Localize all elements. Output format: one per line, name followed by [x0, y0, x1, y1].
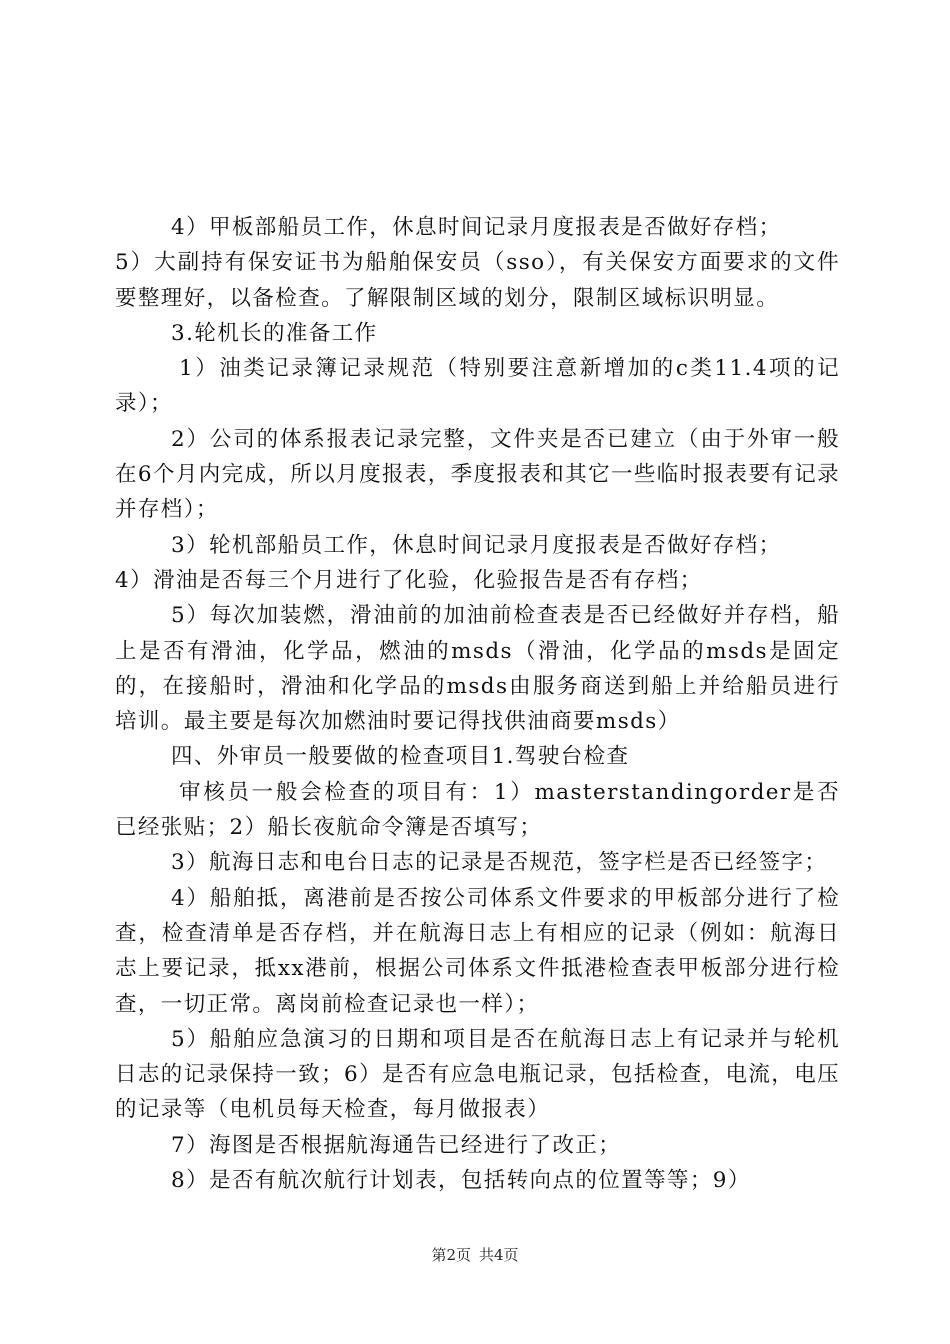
- paragraph-chief-officer-security: 5）大副持有保安证书为船舶保安员（sso），有关保安方面要求的文件要整理好，以备检查。了解限制区域的划分，限制区域标识明显。: [115, 250, 840, 311]
- paragraph-lube-oil-analysis: 4）滑油是否每三个月进行了化验，化验报告是否有存档；: [115, 567, 703, 593]
- section-heading-chief-engineer: 3.轮机长的准备工作: [171, 320, 378, 346]
- paragraph-voyage-plan: 8）是否有航次航行计划表，包括转向点的位置等等；9）: [171, 1168, 751, 1194]
- document-body: [115, 210, 840, 1198]
- page-total: 共4页: [479, 1246, 519, 1264]
- paragraph-logbook-records: 3）航海日志和电台日志的记录是否规范，签字栏是否已经签字；: [171, 850, 828, 876]
- paragraph-auditor-checks: 审核员一般会检查的项目有：1）masterstandingorder是否已经张贴；2）船长夜航命令簿是否填写；: [115, 779, 840, 841]
- section-heading-external-audit-items: 四、外审员一般要做的检查项目1.驾驶台检查: [171, 744, 630, 770]
- page-footer: [0, 1245, 950, 1265]
- paragraph-emergency-drills: 5）船舶应急演习的日期和项目是否在航海日志上有记录并与轮机日志的记录保持一致；6）是否有应急电瓶记录，包括检查，电流，电压的记录等（电机员每天检查，每月做报表）: [115, 1026, 840, 1123]
- paragraph-chart-corrections: 7）海图是否根据航海通告已经进行了改正；: [171, 1132, 622, 1158]
- paragraph-oil-record-book: 1）油类记录簿记录规范（特别要注意新增加的c类11.4项的记录）；: [115, 356, 840, 417]
- paragraph-bunkering-checklist: 5）每次加装燃，滑油前的加油前检查表是否已经做好并存档，船上是否有滑油，化学品，燃油的msds（滑油，化学品的msds是固定的，在接船时，滑油和化学品的msds由服务商送到船上并给船员进行培训。最主要是每次加燃油时要记得找供油商要msds）: [115, 603, 840, 735]
- paragraph-company-system-reports: 2）公司的体系报表记录完整，文件夹是否已建立（由于外审一般在6个月内完成，所以月度报表，季度报表和其它一些临时报表要有记录并存档）；: [115, 426, 840, 523]
- paragraph-deck-crew-rest-hours: 4）甲板部船员工作，休息时间记录月度报表是否做好存档；: [171, 215, 782, 240]
- paragraph-engine-crew-rest-hours: 3）轮机部船员工作，休息时间记录月度报表是否做好存档；: [171, 532, 782, 558]
- paragraph-arrival-departure-checks: 4）船舶抵，离港前是否按公司体系文件要求的甲板部分进行了检查，检查清单是否存档，并在航海日志上有相应的记录（例如：航海日志上要记录，抵xx港前，根据公司体系文件抵港检查表甲板部分进行检查，一切正常。离岗前检查记录也一样）；: [115, 885, 840, 1017]
- page-number: 第2页: [431, 1246, 471, 1264]
